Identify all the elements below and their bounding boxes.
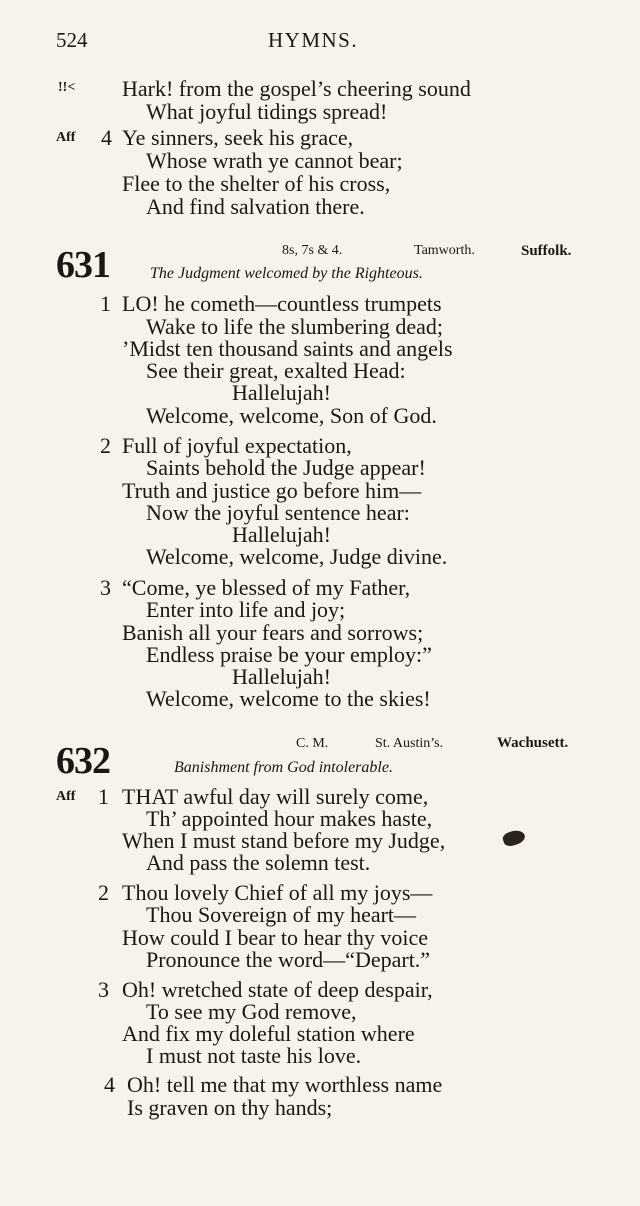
verse-line: Hallelujah! (232, 380, 331, 405)
hymn-number: 631 (56, 244, 110, 286)
tune-name-alt: Suffolk. (521, 243, 572, 259)
verse-line: Truth and justice go before him— (122, 478, 422, 503)
verse-line: Now the joyful sentence hear: (146, 500, 410, 525)
verse-line: And fix my doleful station where (122, 1021, 415, 1046)
verse-number: 4 (104, 1072, 115, 1097)
verse-line: Hallelujah! (232, 664, 331, 689)
verse-line: What joyful tidings spread! (146, 99, 388, 124)
ink-blot (501, 828, 526, 848)
verse-line: Endless praise be your employ:” (146, 642, 432, 667)
verse-line: When I must stand before my Judge, (122, 828, 446, 853)
verse-line: THAT awful day will surely come, (122, 784, 429, 809)
verse-line: Welcome, welcome to the skies! (146, 686, 431, 711)
verse-line: Flee to the shelter of his cross, (122, 171, 391, 196)
hymn-meter: 8s, 7s & 4. (282, 243, 343, 258)
verse-line: Ye sinners, seek his grace, (122, 125, 354, 150)
verse-line: And pass the solemn test. (146, 850, 371, 875)
verse-line: How could I bear to hear thy voice (122, 925, 429, 950)
verse-line: Saints behold the Judge appear! (146, 455, 426, 480)
hymn-title: The Judgment welcomed by the Righteous. (150, 265, 423, 282)
verse-number: 3 (98, 977, 109, 1002)
verse-line: Th’ appointed hour makes haste, (146, 806, 433, 831)
hymn-number: 632 (56, 740, 110, 782)
margin-mark: !!< (58, 80, 76, 95)
verse-line: Oh! tell me that my worthless name (127, 1072, 443, 1097)
running-head: HYMNS. (268, 28, 359, 52)
verse-line: Is graven on thy hands; (127, 1095, 333, 1120)
verse-line: Pronounce the word—“Depart.” (146, 947, 431, 972)
verse-line: And find salvation there. (146, 194, 365, 219)
verse-number: 2 (100, 433, 111, 458)
verse-line: Thou lovely Chief of all my joys— (122, 880, 433, 905)
verse-number: 3 (100, 575, 111, 600)
verse-line: Whose wrath ye cannot bear; (146, 148, 403, 173)
verse-line: Welcome, welcome, Son of God. (146, 403, 437, 428)
page-number: 524 (56, 28, 88, 52)
margin-mark: Aff (56, 789, 76, 804)
tune-name: Tamworth. (414, 243, 475, 258)
tune-name: St. Austin’s. (375, 736, 444, 751)
verse-line: LO! he cometh—countless trumpets (122, 291, 442, 316)
hymn-title: Banishment from God intolerable. (174, 759, 393, 776)
page-header (56, 28, 596, 58)
verse-number: 4 (101, 125, 112, 150)
verse-line: Banish all your fears and sorrows; (122, 620, 424, 645)
hymn-meter: C. M. (296, 736, 329, 751)
verse-line: Full of joyful expectation, (122, 433, 352, 458)
verse-number: 1 (100, 291, 111, 316)
verse-number: 2 (98, 880, 109, 905)
verse-line: Thou Sovereign of my heart— (146, 902, 417, 927)
verse-line: Wake to life the slumbering dead; (146, 314, 443, 339)
verse-line: I must not taste his love. (146, 1043, 362, 1068)
verse-line: Welcome, welcome, Judge divine. (146, 544, 448, 569)
verse-line: Hark! from the gospel’s cheering sound (122, 76, 471, 101)
verse-line: ’Midst ten thousand saints and angels (122, 336, 453, 361)
verse-line: “Come, ye blessed of my Father, (122, 575, 411, 600)
verse-line: Hallelujah! (232, 522, 331, 547)
verse-line: Oh! wretched state of deep despair, (122, 977, 433, 1002)
verse-number: 1 (98, 784, 109, 809)
verse-line: Enter into life and joy; (146, 597, 346, 622)
verse-line: See their great, exalted Head: (146, 358, 406, 383)
margin-mark: Aff (56, 130, 76, 145)
verse-line: To see my God remove, (146, 999, 357, 1024)
tune-name-alt: Wachusett. (497, 735, 569, 751)
